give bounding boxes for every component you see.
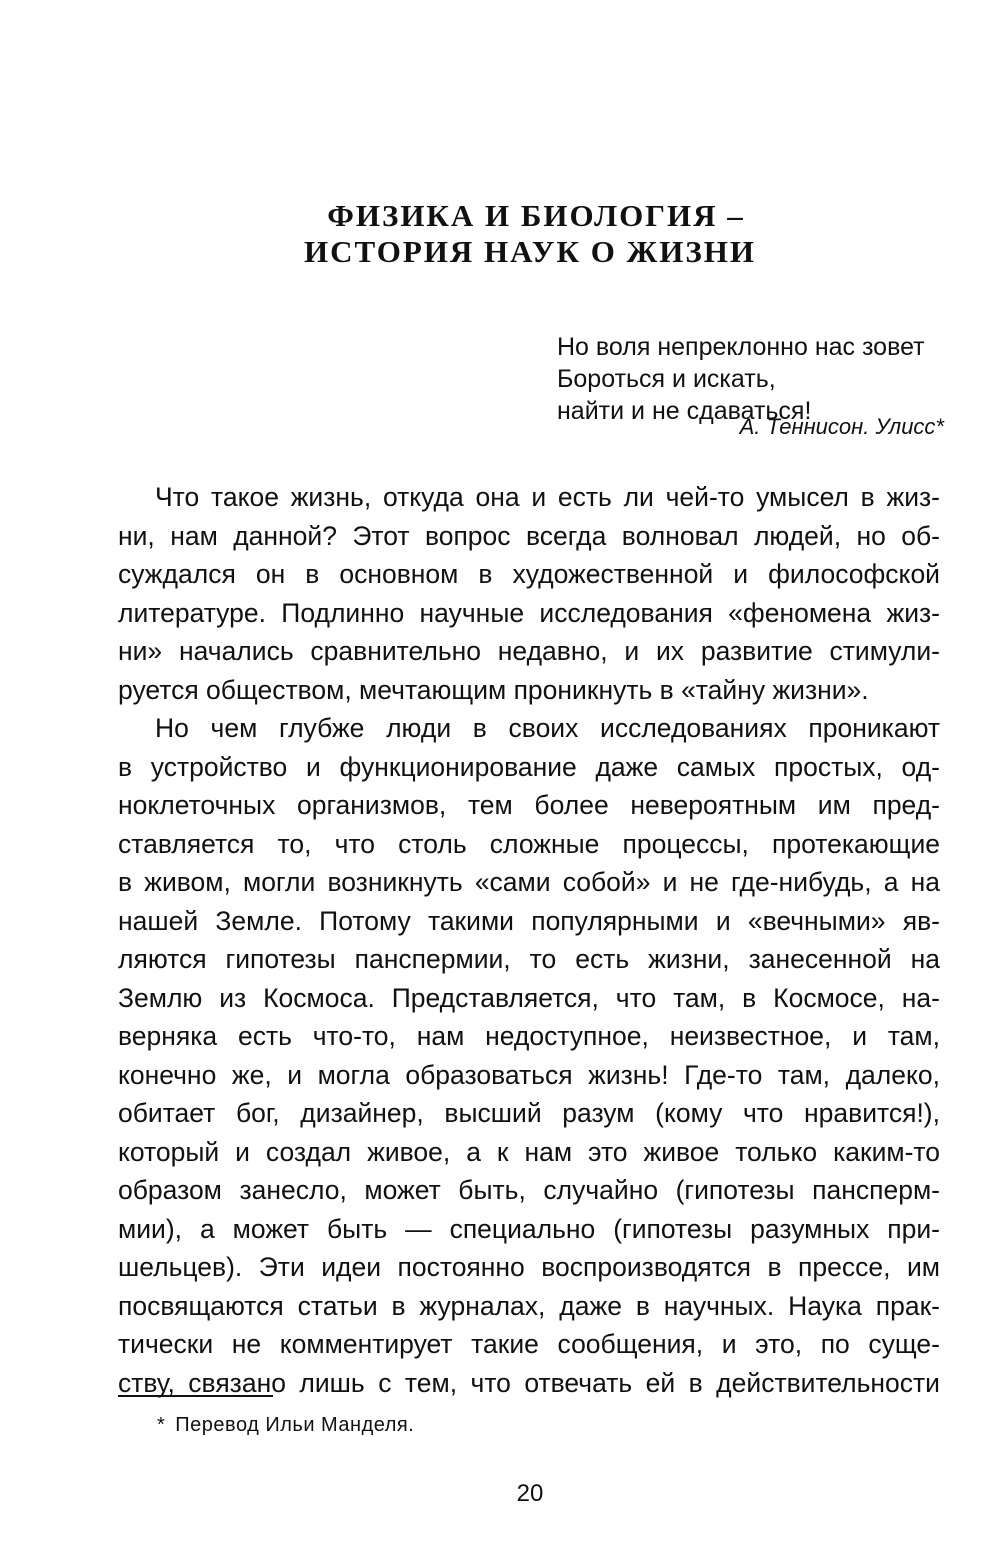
text-line: ни» начались сравнительно недавно, и их развитие стимули- [118,636,940,666]
text-line: Землю из Космоса. Представляется, что там, в Космосе, на- [118,982,940,1013]
text-line: конечно же, и могла образоваться жизнь! Где-то там, далеко, [118,1059,940,1090]
epigraph-line: найти и не сдаваться! [557,397,812,425]
text-line: в устройство и функционирование даже самых простых, од- [118,751,940,782]
text-line: руется обществом, мечтающим проникнуть в «тайну жизни». [118,674,869,705]
text-line: Но чем глубже люди в своих исследованиях проникают [155,713,940,743]
text-line: образом занесло, может быть, случайно (гипотезы пансперм- [118,1175,940,1205]
text-line: ноклеточных организмов, тем более невероятным им пред- [118,790,940,820]
text-line: ставляется то, что столь сложные процессы, протекающие [118,828,940,859]
text-line: верняка есть что-то, нам недоступное, неизвестное, и там, [118,1021,940,1051]
chapter-title-line-2: ИСТОРИЯ НАУК О ЖИЗНИ [303,234,757,269]
footnote-text: Перевод Ильи Манделя. [175,1414,415,1436]
text-line: в живом, могли возникнуть «сами собой» и не где-нибудь, а на [118,867,940,897]
text-line: посвящаются статьи в журналах, даже в научных. Наука прак- [118,1290,940,1321]
footnote-divider [118,1395,273,1397]
epigraph-attribution: А. Теннисон. Улисс* [739,414,944,439]
text-line: ству, связано лишь с тем, что отвечать ей в действительности [118,1367,940,1398]
footnote [157,1414,414,1437]
text-line: обитает бог, дизайнер, высший разум (кому что нравится!), [118,1098,940,1128]
text-line: шельцев). Эти идеи постоянно воспроизводятся в прессе, им [118,1252,940,1282]
page-number: 20 [516,1480,544,1507]
text-line: ляются гипотезы панспермии, то есть жизни, занесенной на [118,944,940,974]
epigraph-line: Но воля непреклонно нас зовет [557,333,925,361]
body-text [118,478,940,1402]
text-line: Что такое жизнь, откуда она и есть ли чей-то умысел в жиз- [155,482,940,512]
text-line: ни, нам данной? Этот вопрос всегда волновал людей, но об- [118,520,940,551]
text-line: тически не комментирует такие сообщения, и это, по суще- [118,1329,940,1359]
text-line: литературе. Подлинно научные исследования «феномена жиз- [118,597,940,628]
epigraph [557,331,957,427]
text-line: суждался он в основном в художественной и философской [118,559,940,589]
text-line: мии), а может быть — специально (гипотезы разумных при- [118,1213,940,1244]
text-line: который и создал живое, а к нам это живое только каким-то [118,1136,940,1167]
text-line: нашей Земле. Потому такими популярными и «вечными» яв- [118,905,940,936]
footnote-marker: * [157,1414,166,1436]
epigraph-line: Бороться и искать, [557,365,776,393]
chapter-title-line-1: ФИЗИКА И БИОЛОГИЯ – [327,198,745,233]
